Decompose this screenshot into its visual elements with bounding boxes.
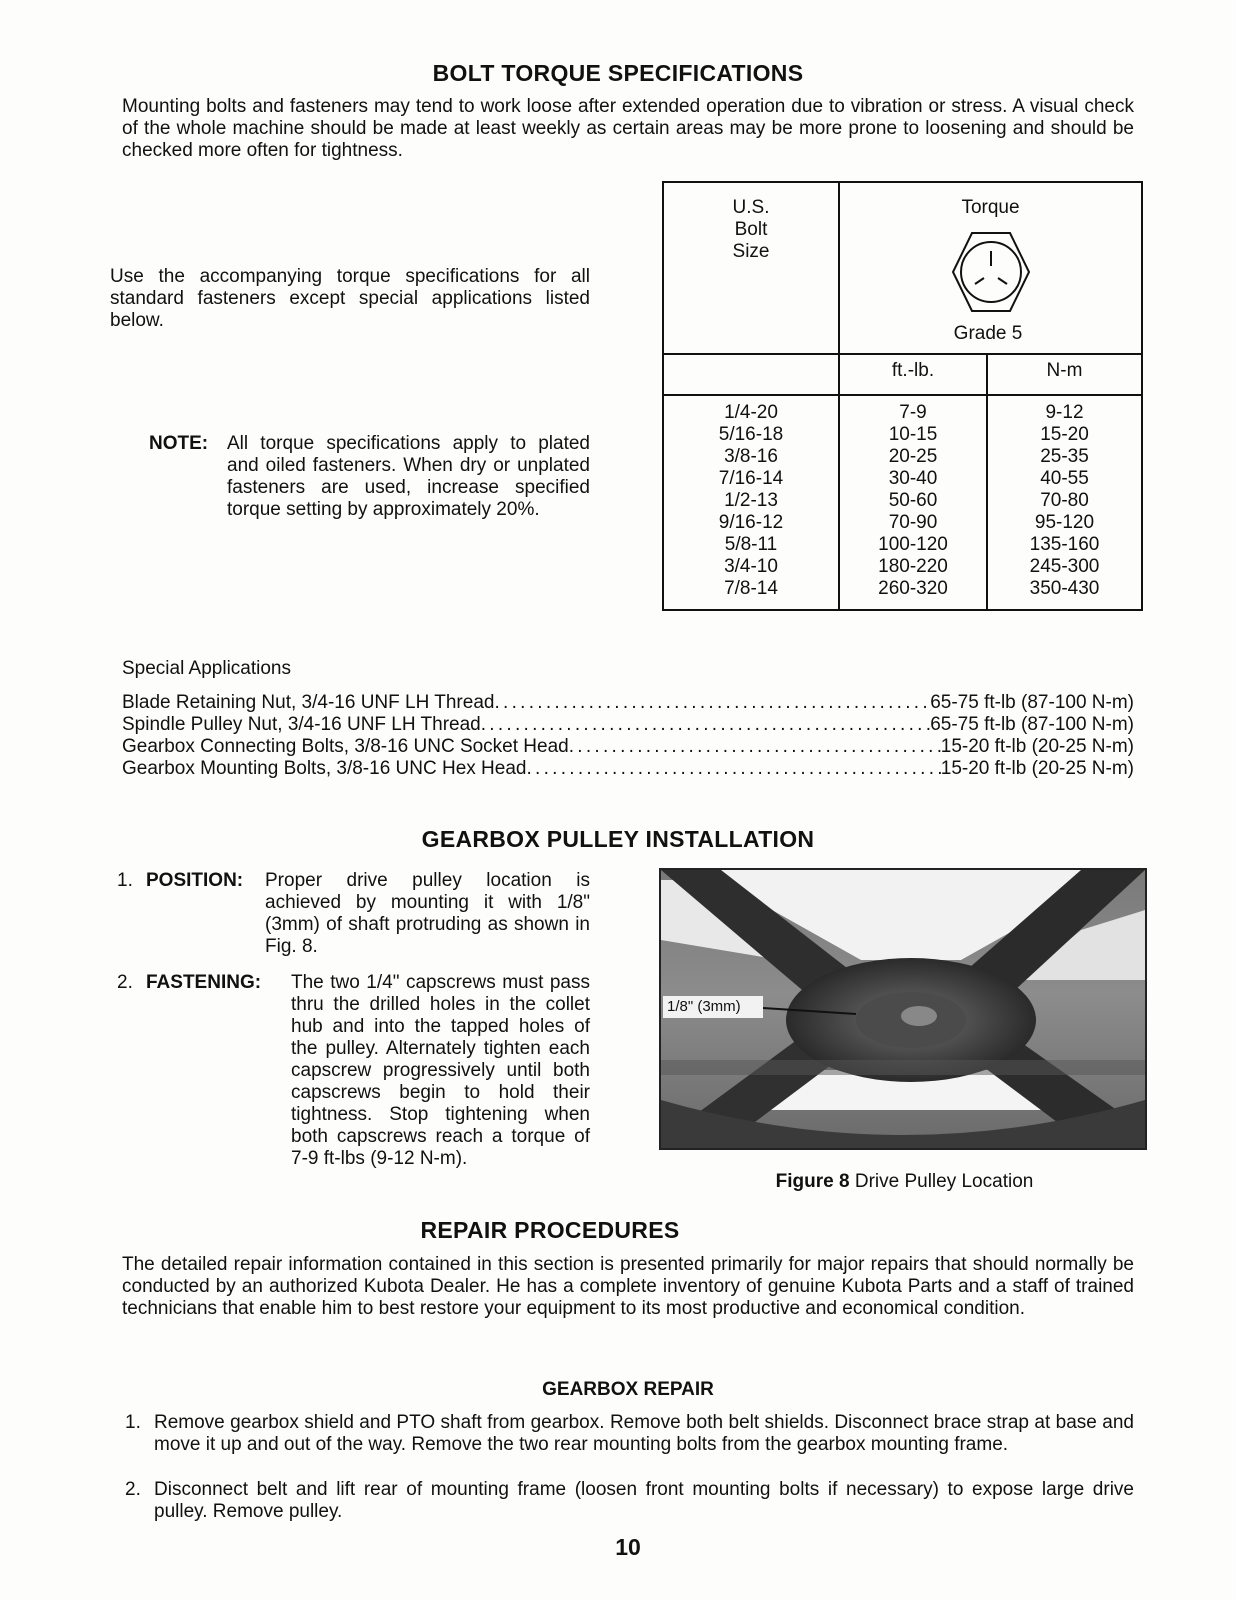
table-cell: 350-430 [1029, 578, 1100, 599]
bolt-size-column [664, 402, 838, 600]
gearbox-repair-title: GEARBOX REPAIR [542, 1379, 714, 1400]
bolt-torque-intro: Mounting bolts and fasteners may tend to work loose after extended operation due to vibration or stress. A visual check of the whole machine should be made at least weekly as certain areas may be more prone to loosening and should be checked more often for tightness. [122, 96, 1134, 161]
list-item: Remove gearbox shield and PTO shaft from gearbox. Remove both belt shields. Disconnect brace strap at base and move it up and out of the way. Remove the two rear mounting bolts from the gearbox mounting frame. [154, 1412, 1134, 1455]
table-cell: 9/16-12 [718, 512, 784, 533]
table-cell: 5/16-18 [718, 424, 784, 445]
table-cell: 10-15 [888, 424, 938, 445]
special-applications-heading: Special Applications [122, 658, 291, 679]
unit-ftlb-header: ft.-lb. [891, 360, 935, 381]
step-number: 1. [117, 870, 133, 891]
table-cell: 9-12 [1045, 402, 1084, 423]
grade-label: Grade 5 [953, 323, 1023, 344]
table-cell: 50-60 [888, 490, 938, 511]
bolt-size-header: U.S. Bolt Size [732, 197, 770, 262]
gearbox-pulley-title: GEARBOX PULLEY INSTALLATION [421, 826, 815, 852]
step-text: Proper drive pulley location is achieved by mounting it with 1/8" (3mm) of shaft protruding as shown in Fig. 8. [265, 870, 590, 957]
table-cell: 180-220 [878, 556, 948, 577]
table-cell: 40-55 [1040, 468, 1089, 489]
repair-procedures-text: The detailed repair information contained in this section is presented primarily for major repairs that should normally be conducted by an authorized Kubota Dealer. He has a complete inventory of genuine Kubota Parts and a staff of trained technicians that enable him to best restore your equipment to its most productive and economical condition. [122, 1254, 1134, 1319]
table-cell: 30-40 [888, 468, 938, 489]
table-cell: 70-80 [1040, 490, 1089, 511]
note-text: All torque specifications apply to plated and oiled fasteners. When dry or unplated fasteners are used, increase specified torque setting by approximately 20%. [227, 433, 590, 520]
table-cell: 15-20 [1040, 424, 1089, 445]
table-cell: 3/4-10 [724, 556, 778, 577]
table-cell: 70-90 [888, 512, 938, 533]
step-label: POSITION: [146, 870, 244, 891]
figure-callout-label: 1/8" (3mm) [667, 998, 741, 1015]
grade-5-bolt-head-icon [946, 227, 1036, 317]
repair-procedures-title: REPAIR PROCEDURES [420, 1217, 680, 1243]
table-cell: 5/8-11 [724, 534, 778, 555]
list-item-number: 1. [125, 1412, 141, 1433]
table-cell: 1/2-13 [724, 490, 778, 511]
figure-caption-text: Drive Pulley Location [854, 1171, 1034, 1192]
torque-table [662, 181, 1143, 611]
list-item: Spindle Pulley Nut, 3/4-16 UNF LH Thread . . . 65-75 ft-lb (87-100 N-m) [122, 714, 1134, 736]
step-text: The two 1/4" capscrews must pass thru the drilled holes in the collet hub and into the tapped holes of the pulley. Alternately tighten each capscrew progressively until both capscrews begin to hold their tightness. Stop tightening when both capscrews reach a torque of 7-9 ft-lbs (9-12 N-m). [291, 972, 590, 1169]
nm-column [988, 402, 1141, 600]
table-cell: 245-300 [1029, 556, 1100, 577]
table-cell: 135-160 [1029, 534, 1100, 555]
ftlb-column [840, 402, 986, 600]
table-cell: 95-120 [1034, 512, 1095, 533]
table-cell: 7-9 [899, 402, 927, 423]
list-item: Gearbox Mounting Bolts, 3/8-16 UNC Hex Head . . . 15-20 ft-lb (20-25 N-m) [122, 758, 1134, 780]
note-label: NOTE: [149, 433, 209, 454]
table-cell: 25-35 [1040, 446, 1089, 467]
list-item-number: 2. [125, 1479, 141, 1500]
list-item: Disconnect belt and lift rear of mounting frame (loosen front mounting bolts if necessary) to expose large drive pulley. Remove pulley. [154, 1479, 1134, 1522]
table-cell: 100-120 [878, 534, 948, 555]
step-number: 2. [117, 972, 133, 993]
figure-caption [662, 1171, 1147, 1193]
drive-pulley-photo [659, 868, 1147, 1150]
figure-label: Figure 8 [775, 1171, 850, 1192]
table-cell: 3/8-16 [724, 446, 778, 467]
step-label: FASTENING: [146, 972, 262, 993]
list-item: Blade Retaining Nut, 3/4-16 UNF LH Thread . . . 65-75 ft-lb (87-100 N-m) [122, 692, 1134, 714]
table-cell: 20-25 [888, 446, 938, 467]
list-item: Gearbox Connecting Bolts, 3/8-16 UNC Socket Head . . . 15-20 ft-lb (20-25 N-m) [122, 736, 1134, 758]
table-cell: 7/16-14 [718, 468, 784, 489]
bolt-torque-title: BOLT TORQUE SPECIFICATIONS [432, 60, 804, 86]
table-cell: 260-320 [878, 578, 948, 599]
table-cell: 1/4-20 [724, 402, 778, 423]
torque-header: Torque [961, 197, 1020, 218]
page-number: 10 [615, 1534, 641, 1560]
use-specs-text: Use the accompanying torque specifications for all standard fasteners except special applications listed below. [110, 266, 590, 331]
table-cell: 7/8-14 [724, 578, 778, 599]
unit-nm-header: N-m [1046, 360, 1083, 381]
